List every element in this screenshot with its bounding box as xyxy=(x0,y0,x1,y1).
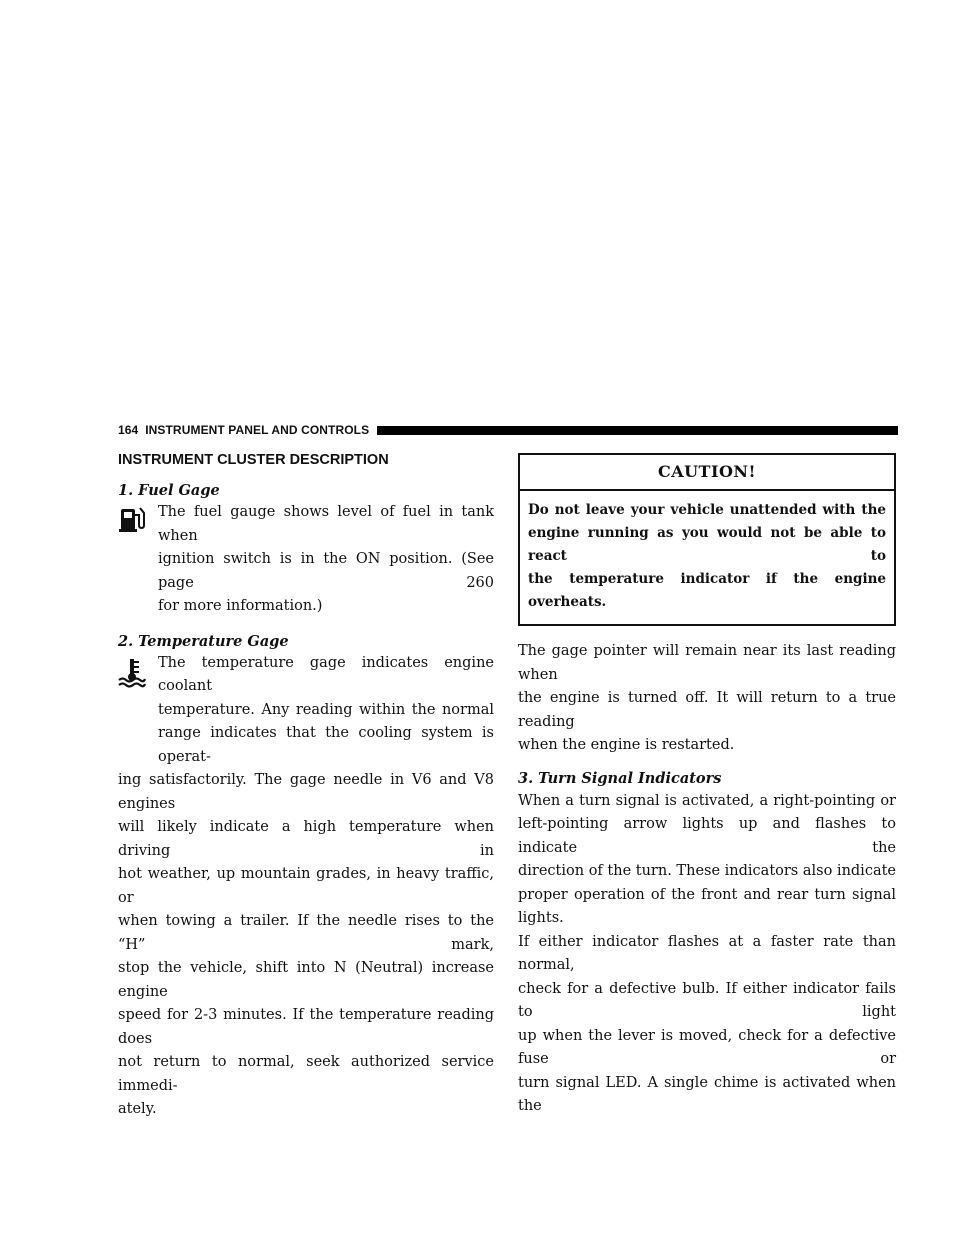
text-line: will likely indicate a high temperature when driving in xyxy=(118,819,494,859)
page-header xyxy=(118,422,898,438)
text-line: engine running as you would not be able to react to xyxy=(528,525,886,564)
text-line: check for a defective bulb. If either indicator fails to light xyxy=(518,980,896,1020)
coolant-temperature-icon xyxy=(118,658,146,688)
text-line: temperature. Any reading within the normal xyxy=(158,701,494,718)
section-name: INSTRUMENT PANEL AND CONTROLS xyxy=(145,423,370,437)
text-line: hot weather, up mountain grades, in heavy traffic, or xyxy=(118,866,494,906)
text-line: up when the lever is moved, check for a defective fuse or xyxy=(518,1027,896,1067)
text-line: for more information.) xyxy=(158,598,323,614)
page-header-text xyxy=(118,423,369,437)
temperature-gage-heading: 2. Temperature Gage xyxy=(118,632,289,650)
header-rule xyxy=(377,426,898,435)
text-line: speed for 2-3 minutes. If the temperature reading does xyxy=(118,1007,494,1047)
text-line: the engine is turned off. It will return to a true reading xyxy=(518,690,896,730)
text-line: If either indicator flashes at a faster rate than normal, xyxy=(518,933,896,973)
left-column xyxy=(118,450,494,1122)
text-line: not return to normal, seek authorized service immedi- xyxy=(118,1054,494,1094)
text-line: left-pointing arrow lights up and flashes to indicate the xyxy=(518,816,896,856)
text-line: proper operation of the front and rear turn signal lights. xyxy=(518,886,896,926)
temperature-gage-indented-text xyxy=(158,652,494,770)
fuel-gage-text xyxy=(158,501,494,619)
text-line: ignition switch is in the ON position. (See page 260 xyxy=(158,551,494,591)
fuel-pump-icon xyxy=(118,503,146,533)
fuel-gage-heading: 1. Fuel Gage xyxy=(118,482,220,499)
text-line: ing satisfactorily. The gage needle in V6 and V8 engines xyxy=(118,772,494,812)
text-line: the temperature indicator if the engine overheats. xyxy=(528,571,886,610)
turn-signal-heading: 3. Turn Signal Indicators xyxy=(518,769,722,787)
text-line: Do not leave your vehicle unattended with the xyxy=(528,502,886,518)
text-line: When a turn signal is activated, a right-pointing or xyxy=(518,792,896,809)
section-title: INSTRUMENT CLUSTER DESCRIPTION xyxy=(118,452,389,468)
right-column xyxy=(518,453,896,1119)
caution-text xyxy=(520,491,894,624)
temperature-gage-block xyxy=(118,652,494,770)
text-line: when towing a trailer. If the needle rises to the “H” mark, xyxy=(118,913,494,953)
text-line: stop the vehicle, shift into N (Neutral) increase engine xyxy=(118,960,494,1000)
text-line: The temperature gage indicates engine coolant xyxy=(158,654,494,694)
text-line: The fuel gauge shows level of fuel in tank when xyxy=(158,504,494,544)
turn-signal-text xyxy=(518,790,896,1119)
text-line: The gage pointer will remain near its last reading when xyxy=(518,643,896,683)
text-line: ately. xyxy=(118,1101,157,1117)
text-line: direction of the turn. These indicators also indicate xyxy=(518,863,896,879)
temperature-gage-text xyxy=(118,769,494,1122)
caution-heading: CAUTION! xyxy=(520,455,894,491)
text-line: when the engine is restarted. xyxy=(518,737,735,753)
page-number: 164 xyxy=(118,423,139,437)
text-line: turn signal LED. A single chime is activated when the xyxy=(518,1074,896,1114)
caution-box xyxy=(518,453,896,626)
fuel-gage-block xyxy=(118,501,494,619)
gage-pointer-text xyxy=(518,640,896,758)
text-line: range indicates that the cooling system is operat- xyxy=(158,725,494,765)
